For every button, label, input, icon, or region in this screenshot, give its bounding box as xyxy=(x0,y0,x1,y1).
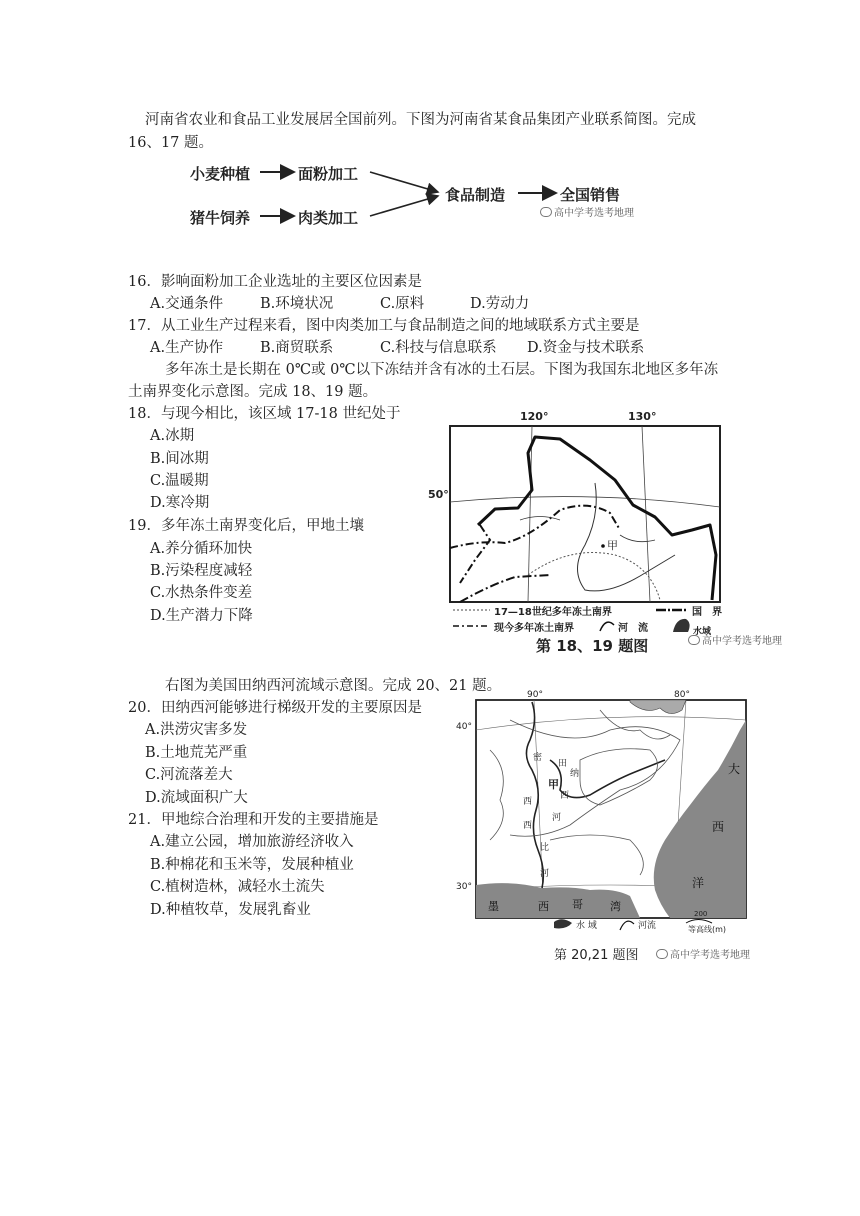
q18-option-c: C.温暖期 xyxy=(150,473,209,489)
flow-wheat: 小麦种植 xyxy=(190,165,251,183)
map2-lat-40: 40° xyxy=(456,722,472,732)
map2-river-label-5: 河 xyxy=(540,869,550,879)
map2-gulf-4: 湾 xyxy=(610,900,621,913)
q21-stem: 21．甲地综合治理和开发的主要措施是 xyxy=(128,812,379,828)
q18-option-b: B.间冰期 xyxy=(150,451,209,467)
map2-legend-contour-symbol xyxy=(686,920,712,924)
q17-option-a: A.生产协作 xyxy=(150,340,224,356)
flow-flour: 面粉加工 xyxy=(298,165,359,183)
flow-meat: 肉类加工 xyxy=(298,209,359,227)
map1-legend-river: 河 流 xyxy=(618,623,648,634)
map2-lon-90: 90° xyxy=(527,690,543,700)
q16-option-d: D.劳动力 xyxy=(470,296,530,312)
map1-lon-130: 130° xyxy=(628,410,657,423)
map2-ocean-3: 洋 xyxy=(692,876,705,890)
map2-legend-river-symbol xyxy=(620,921,634,930)
q18-option-a: A.冰期 xyxy=(150,428,195,444)
q17-stem: 17．从工业生产过程来看，图中肉类加工与食品制造之间的地域联系方式主要是 xyxy=(128,318,640,334)
q18-option-d: D.寒冷期 xyxy=(150,495,210,511)
map2-tn-label-3: 西 xyxy=(560,791,570,801)
q21-option-b: B.种棉花和玉米等，发展种植业 xyxy=(150,857,354,873)
map2-river-label-3: 西 xyxy=(523,821,533,831)
wechat-icon xyxy=(656,949,668,959)
q17-option-d: D.资金与技术联系 xyxy=(527,340,645,356)
map2-lake xyxy=(630,700,686,714)
map1-jia-label: 甲 xyxy=(607,539,618,552)
map2-legend-water-symbol xyxy=(554,919,572,928)
map1-river-3 xyxy=(620,535,655,542)
map2-gulf-3: 哥 xyxy=(572,898,583,911)
arrow-meat-food xyxy=(370,196,438,216)
map1-river-1 xyxy=(578,483,676,591)
map2-tn-label-4: 河 xyxy=(552,813,562,823)
map2-lon-80: 80° xyxy=(674,690,690,700)
map2-ocean-2: 西 xyxy=(712,820,725,834)
map2-legend-contour-value: 200 xyxy=(694,910,708,918)
flow-food: 食品制造 xyxy=(445,186,506,204)
map1-present-boundary-west xyxy=(460,525,490,583)
q21-option-c: C.植树造林，减轻水土流失 xyxy=(150,879,325,895)
q16-option-c: C.原料 xyxy=(380,296,425,312)
q17-option-b: B.商贸联系 xyxy=(260,340,334,356)
q19-option-b: B.污染程度减轻 xyxy=(150,563,253,579)
q19-option-d: D.生产潜力下降 xyxy=(150,608,253,624)
map2-lat-30: 30° xyxy=(456,882,472,892)
map2-legend-water: 水 域 xyxy=(576,921,597,931)
q19-stem: 19．多年冻土南界变化后，甲地土壤 xyxy=(128,518,364,534)
map2-contour-4 xyxy=(550,835,643,875)
map2-tn-label-2: 纳 xyxy=(570,769,580,779)
map1-legend-now: 现今多年冻土南界 xyxy=(494,623,574,634)
q16-option-b: B.环境状况 xyxy=(260,296,334,312)
flow-livestock: 猪牛饲养 xyxy=(190,209,251,227)
map2-gulf-2: 西 xyxy=(538,900,549,913)
map2-ocean-1: 大 xyxy=(728,762,741,776)
map2-legend-contour: 等高线(m) xyxy=(688,925,727,934)
q20-stem: 20．田纳西河能够进行梯级开发的主要原因是 xyxy=(128,700,422,716)
map1-legend-water: 水域 xyxy=(693,627,712,637)
map2-river-label-2: 西 xyxy=(523,797,533,807)
q17-option-c: C.科技与信息联系 xyxy=(380,340,497,356)
watermark-1: 高中学考选考地理 xyxy=(540,204,634,219)
legend-river-symbol xyxy=(600,622,614,631)
q20-option-d: D.流域面积广大 xyxy=(145,790,248,806)
map1-legend-border: 国 界 xyxy=(692,607,722,618)
intro-18-19-line2: 土南界变化示意图。完成 18、19 题。 xyxy=(128,384,378,400)
map2-contour-3 xyxy=(490,750,503,840)
watermark-3: 高中学考选考地理 xyxy=(656,946,750,961)
map1-lon-120: 120° xyxy=(520,410,549,423)
map2-jia: 甲 xyxy=(548,778,559,791)
legend-water-symbol xyxy=(673,619,690,632)
map1-lat-50: 50° xyxy=(428,488,449,501)
map1-caption: 第 18、19 题图 xyxy=(536,637,649,655)
q21-option-d: D.种植牧草，发展乳畜业 xyxy=(150,902,311,918)
q19-option-c: C.水热条件变差 xyxy=(150,585,253,601)
map1-national-border xyxy=(478,437,716,600)
intro-16-17-line2: 16、17 题。 xyxy=(128,135,214,151)
map2-contour-2 xyxy=(580,749,658,805)
q16-stem: 16．影响面粉加工企业选址的主要区位因素是 xyxy=(128,274,422,290)
q19-option-a: A.养分循环加快 xyxy=(150,541,253,557)
q20-option-b: B.土地荒芜严重 xyxy=(145,745,248,761)
map1-drawing xyxy=(420,405,800,605)
tennessee-map-figure xyxy=(450,690,810,970)
q16-option-a: A.交通条件 xyxy=(150,296,224,312)
map2-river-label-1: 密 xyxy=(533,753,543,763)
map2-river-label-4: 比 xyxy=(540,843,550,853)
q18-stem: 18．与现今相比，该区域 17-18 世纪处于 xyxy=(128,406,401,422)
map2-tn-label-1: 田 xyxy=(558,759,568,769)
permafrost-map-figure xyxy=(420,405,800,655)
map1-present-boundary xyxy=(450,506,620,548)
map2-contour-5 xyxy=(600,710,670,739)
wechat-icon xyxy=(688,635,700,645)
industry-flow-diagram xyxy=(180,160,680,240)
map2-caption: 第 20,21 题图 xyxy=(554,948,639,963)
flow-arrows xyxy=(180,160,680,240)
watermark-2: 高中学考选考地理 xyxy=(688,632,782,647)
q20-option-c: C.河流落差大 xyxy=(145,767,233,783)
q20-option-a: A.洪涝灾害多发 xyxy=(145,722,248,738)
intro-20-21: 右图为美国田纳西河流域示意图。完成 20、21 题。 xyxy=(165,678,502,694)
arrow-flour-food xyxy=(370,172,438,192)
q21-option-a: A.建立公园，增加旅游经济收入 xyxy=(150,834,354,850)
flow-sales: 全国销售 xyxy=(560,186,621,204)
map2-legend-river: 河流 xyxy=(638,921,657,931)
map2-gulf-1: 墨 xyxy=(488,900,499,913)
intro-16-17-line1: 河南省农业和食品工业发展居全国前列。下图为河南省某食品集团产业联系简图。完成 xyxy=(145,112,696,128)
map1-river-2 xyxy=(520,517,560,521)
map1-coast xyxy=(460,575,550,602)
wechat-icon xyxy=(540,207,552,217)
map1-legend-old: 17—18世纪多年冻土南界 xyxy=(494,607,612,618)
map1-jia-point xyxy=(601,544,605,548)
intro-18-19-line1: 多年冻土是长期在 0℃或 0℃以下冻结并含有冰的土石层。下图为我国东北地区多年冻 xyxy=(165,362,719,378)
